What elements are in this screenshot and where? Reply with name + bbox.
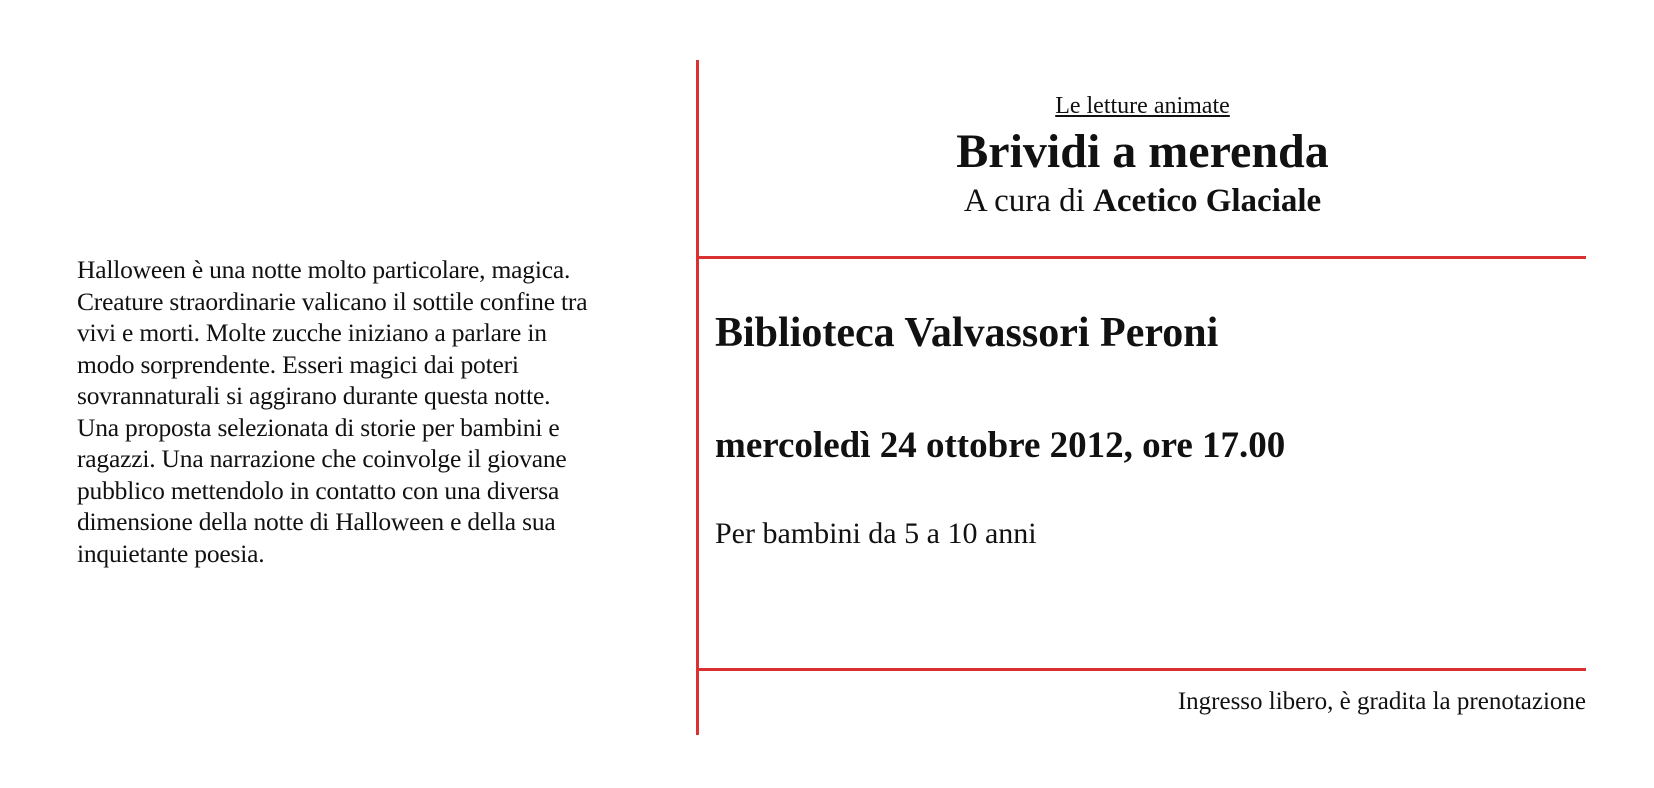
event-audience: Per bambini da 5 a 10 anni <box>715 517 1037 550</box>
admission-note: Ingresso libero, è gradita la prenotazione <box>1177 688 1586 715</box>
top-divider <box>696 256 1586 259</box>
event-datetime: mercoledì 24 ottobre 2012, ore 17.00 <box>715 425 1286 466</box>
event-title: Brividi a merenda <box>956 125 1329 178</box>
curator-prefix: A cura di <box>963 183 1085 219</box>
description-line: sovrannaturali si aggirano durante questa notte. <box>77 381 551 410</box>
curator-line <box>699 181 1586 221</box>
description-line: vivi e morti. Molte zucche iniziano a parlare in <box>77 318 547 347</box>
description-line: pubblico mettendolo in contatto con una diversa <box>77 475 560 505</box>
description-line: Una proposta selezionata di storie per bambini e <box>77 412 560 442</box>
event-description <box>77 254 657 569</box>
description-line: Halloween è una notte molto particolare, magica. <box>77 255 571 284</box>
bottom-divider <box>696 668 1586 671</box>
description-line: inquietante poesia. <box>77 538 265 568</box>
description-line: modo sorprendente. Esseri magici dai poteri <box>77 349 519 379</box>
description-line: Creature straordinarie valicano il sottile confine tra <box>77 286 588 316</box>
venue-name: Biblioteca Valvassori Peroni <box>715 310 1219 356</box>
series-title: Le letture animate <box>1055 93 1230 119</box>
curator-name: Acetico Glaciale <box>1093 183 1322 219</box>
description-line: ragazzi. Una narrazione che coinvolge il giovane <box>77 444 567 473</box>
description-line: dimensione della notte di Halloween e della sua <box>77 507 556 536</box>
